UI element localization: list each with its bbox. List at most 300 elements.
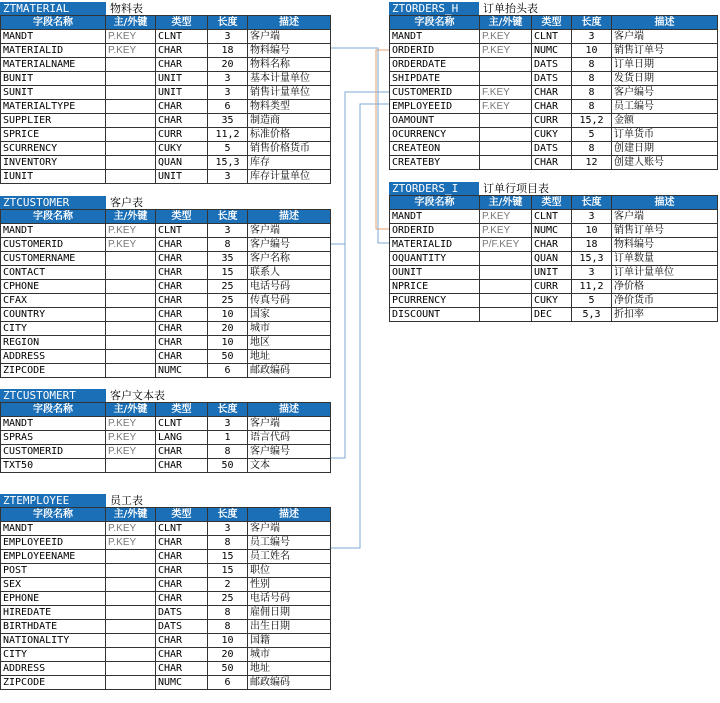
field-name: NPRICE bbox=[390, 280, 480, 294]
field-length: 5,3 bbox=[572, 308, 612, 322]
data-type: CLNT bbox=[532, 30, 572, 44]
table-row bbox=[390, 58, 718, 72]
table-row bbox=[390, 238, 718, 252]
data-type: QUAN bbox=[532, 252, 572, 266]
field-length: 3 bbox=[572, 266, 612, 280]
table-row bbox=[1, 445, 331, 459]
table-row bbox=[1, 459, 331, 473]
field-length: 15 bbox=[208, 564, 248, 578]
key-type bbox=[106, 114, 156, 128]
data-type: DATS bbox=[532, 72, 572, 86]
column-header: 长度 bbox=[208, 403, 248, 417]
field-length: 3 bbox=[208, 30, 248, 44]
key-type bbox=[480, 128, 532, 142]
table-row bbox=[390, 224, 718, 238]
field-table bbox=[0, 209, 331, 378]
field-name: MATERIALID bbox=[390, 238, 480, 252]
column-header: 类型 bbox=[532, 196, 572, 210]
field-length: 15 bbox=[208, 550, 248, 564]
field-length: 3 bbox=[572, 210, 612, 224]
field-length: 1 bbox=[208, 431, 248, 445]
field-length: 3 bbox=[208, 417, 248, 431]
field-desc: 物料编号 bbox=[612, 238, 718, 252]
key-type bbox=[480, 142, 532, 156]
field-length: 20 bbox=[208, 58, 248, 72]
key-type: P.KEY bbox=[106, 224, 156, 238]
field-name: POST bbox=[1, 564, 106, 578]
data-type: CURR bbox=[532, 114, 572, 128]
data-type: DEC bbox=[532, 308, 572, 322]
key-type bbox=[106, 170, 156, 184]
field-name: EMPLOYEEID bbox=[1, 536, 106, 550]
field-name: SPRAS bbox=[1, 431, 106, 445]
key-type: P.KEY bbox=[480, 224, 532, 238]
field-name: BUNIT bbox=[1, 72, 106, 86]
field-length: 5 bbox=[208, 142, 248, 156]
field-desc: 销售订单号 bbox=[612, 224, 718, 238]
table-row bbox=[1, 224, 331, 238]
table-row bbox=[1, 350, 331, 364]
table-row bbox=[1, 606, 331, 620]
column-header: 描述 bbox=[612, 196, 718, 210]
field-desc: 客户端 bbox=[248, 522, 331, 536]
key-type: P/F.KEY bbox=[480, 238, 532, 252]
data-type: CHAR bbox=[156, 280, 208, 294]
field-name: ORDERID bbox=[390, 44, 480, 58]
key-type bbox=[106, 592, 156, 606]
table-row bbox=[1, 128, 331, 142]
data-type: NUMC bbox=[156, 364, 208, 378]
table-name: ZTORDERS_H bbox=[389, 2, 479, 16]
field-length: 3 bbox=[208, 72, 248, 86]
key-type bbox=[106, 72, 156, 86]
field-length: 18 bbox=[572, 238, 612, 252]
field-length: 15,3 bbox=[572, 252, 612, 266]
field-length: 8 bbox=[572, 72, 612, 86]
field-desc: 订单日期 bbox=[612, 58, 718, 72]
key-type bbox=[480, 156, 532, 170]
table-row bbox=[1, 662, 331, 676]
table-description: 员工表 bbox=[110, 494, 143, 507]
table-row bbox=[1, 86, 331, 100]
field-desc: 邮政编码 bbox=[248, 676, 331, 690]
table-row bbox=[1, 30, 331, 44]
field-desc: 库存计量单位 bbox=[248, 170, 331, 184]
field-desc: 城市 bbox=[248, 322, 331, 336]
field-length: 20 bbox=[208, 322, 248, 336]
field-name: SPRICE bbox=[1, 128, 106, 142]
field-name: ORDERDATE bbox=[390, 58, 480, 72]
data-type: CHAR bbox=[532, 86, 572, 100]
key-type bbox=[106, 252, 156, 266]
key-type bbox=[480, 58, 532, 72]
field-name: COUNTRY bbox=[1, 308, 106, 322]
table-row bbox=[1, 280, 331, 294]
column-header: 主/外键 bbox=[480, 196, 532, 210]
table-row bbox=[1, 417, 331, 431]
field-desc: 客户名称 bbox=[248, 252, 331, 266]
key-type bbox=[106, 606, 156, 620]
data-type: CHAR bbox=[532, 156, 572, 170]
field-name: ADDRESS bbox=[1, 662, 106, 676]
field-desc: 销售价格货币 bbox=[248, 142, 331, 156]
table-row bbox=[390, 210, 718, 224]
field-length: 50 bbox=[208, 350, 248, 364]
key-type: P.KEY bbox=[106, 536, 156, 550]
column-header: 字段名称 bbox=[1, 403, 106, 417]
table-row bbox=[1, 648, 331, 662]
key-type bbox=[480, 266, 532, 280]
field-desc: 语言代码 bbox=[248, 431, 331, 445]
field-length: 11,2 bbox=[572, 280, 612, 294]
field-length: 15 bbox=[208, 266, 248, 280]
table-row bbox=[390, 72, 718, 86]
field-table bbox=[389, 15, 718, 170]
key-type bbox=[106, 128, 156, 142]
key-type bbox=[106, 578, 156, 592]
field-desc: 性别 bbox=[248, 578, 331, 592]
key-type bbox=[106, 86, 156, 100]
field-name: CUSTOMERID bbox=[390, 86, 480, 100]
data-type: CHAR bbox=[156, 564, 208, 578]
field-name: INVENTORY bbox=[1, 156, 106, 170]
column-header: 长度 bbox=[572, 196, 612, 210]
data-type: CHAR bbox=[156, 336, 208, 350]
column-header: 长度 bbox=[208, 16, 248, 30]
field-length: 6 bbox=[208, 676, 248, 690]
key-type bbox=[480, 280, 532, 294]
field-table bbox=[389, 195, 718, 322]
data-type: CUKY bbox=[532, 128, 572, 142]
field-length: 10 bbox=[208, 336, 248, 350]
field-desc: 地址 bbox=[248, 662, 331, 676]
field-desc: 客户端 bbox=[612, 30, 718, 44]
field-length: 25 bbox=[208, 280, 248, 294]
field-length: 10 bbox=[208, 308, 248, 322]
field-name: SUPPLIER bbox=[1, 114, 106, 128]
key-type bbox=[106, 550, 156, 564]
data-type: CHAR bbox=[156, 294, 208, 308]
table-row bbox=[1, 676, 331, 690]
field-length: 3 bbox=[572, 30, 612, 44]
data-type: NUMC bbox=[532, 44, 572, 58]
field-name: TXT50 bbox=[1, 459, 106, 473]
data-type: CHAR bbox=[156, 445, 208, 459]
field-desc: 标准价格 bbox=[248, 128, 331, 142]
field-name: ZIPCODE bbox=[1, 364, 106, 378]
data-type: DATS bbox=[156, 620, 208, 634]
data-type: CHAR bbox=[156, 308, 208, 322]
field-name: MATERIALNAME bbox=[1, 58, 106, 72]
link-customer bbox=[330, 92, 370, 244]
table-row bbox=[1, 266, 331, 280]
key-type bbox=[106, 156, 156, 170]
field-desc: 客户编号 bbox=[248, 238, 331, 252]
field-name: MANDT bbox=[1, 30, 106, 44]
table-row bbox=[1, 72, 331, 86]
field-name: MANDT bbox=[1, 224, 106, 238]
field-desc: 客户端 bbox=[248, 224, 331, 238]
data-type: CHAR bbox=[156, 578, 208, 592]
field-desc: 物料名称 bbox=[248, 58, 331, 72]
field-table bbox=[0, 402, 331, 473]
column-header: 字段名称 bbox=[390, 196, 480, 210]
key-type: P.KEY bbox=[106, 30, 156, 44]
field-desc: 文本 bbox=[248, 459, 331, 473]
data-type: CLNT bbox=[156, 224, 208, 238]
table-row bbox=[1, 522, 331, 536]
field-desc: 传真号码 bbox=[248, 294, 331, 308]
table-row bbox=[1, 364, 331, 378]
link-customert bbox=[330, 244, 345, 458]
data-type: CLNT bbox=[156, 417, 208, 431]
table-row bbox=[1, 156, 331, 170]
field-length: 10 bbox=[208, 634, 248, 648]
field-length: 5 bbox=[572, 294, 612, 308]
field-name: SUNIT bbox=[1, 86, 106, 100]
data-type: CHAR bbox=[156, 350, 208, 364]
column-header: 描述 bbox=[248, 508, 331, 522]
field-length: 6 bbox=[208, 364, 248, 378]
table-row bbox=[390, 280, 718, 294]
table-row bbox=[1, 634, 331, 648]
column-header: 长度 bbox=[572, 16, 612, 30]
field-name: CONTACT bbox=[1, 266, 106, 280]
field-desc: 员工编号 bbox=[612, 100, 718, 114]
key-type bbox=[106, 350, 156, 364]
data-type: CHAR bbox=[156, 58, 208, 72]
field-length: 10 bbox=[572, 224, 612, 238]
table-row bbox=[390, 30, 718, 44]
field-length: 8 bbox=[208, 620, 248, 634]
table-row bbox=[1, 114, 331, 128]
field-desc: 城市 bbox=[248, 648, 331, 662]
table-row bbox=[390, 86, 718, 100]
field-desc: 销售订单号 bbox=[612, 44, 718, 58]
header-row bbox=[390, 196, 718, 210]
table-description: 物料表 bbox=[110, 2, 143, 15]
field-table bbox=[0, 507, 331, 690]
field-name: CUSTOMERID bbox=[1, 238, 106, 252]
field-desc: 邮政编码 bbox=[248, 364, 331, 378]
field-length: 5 bbox=[572, 128, 612, 142]
field-desc: 销售计量单位 bbox=[248, 86, 331, 100]
field-name: MATERIALID bbox=[1, 44, 106, 58]
data-type: CHAR bbox=[156, 322, 208, 336]
key-type: P.KEY bbox=[480, 30, 532, 44]
key-type bbox=[106, 100, 156, 114]
field-length: 20 bbox=[208, 648, 248, 662]
field-name: CUSTOMERNAME bbox=[1, 252, 106, 266]
data-type: CHAR bbox=[156, 536, 208, 550]
field-name: OAMOUNT bbox=[390, 114, 480, 128]
field-length: 35 bbox=[208, 114, 248, 128]
field-length: 3 bbox=[208, 170, 248, 184]
column-header: 类型 bbox=[156, 16, 208, 30]
field-desc: 国家 bbox=[248, 308, 331, 322]
key-type: F.KEY bbox=[480, 100, 532, 114]
field-name: OCURRENCY bbox=[390, 128, 480, 142]
column-header: 字段名称 bbox=[1, 16, 106, 30]
table-description: 订单抬头表 bbox=[483, 2, 538, 15]
field-name: EMPLOYEEID bbox=[390, 100, 480, 114]
column-header: 类型 bbox=[532, 16, 572, 30]
field-length: 25 bbox=[208, 294, 248, 308]
field-name: OQUANTITY bbox=[390, 252, 480, 266]
table-row bbox=[1, 322, 331, 336]
table-name: ZTORDERS_I bbox=[389, 182, 479, 196]
data-type: UNIT bbox=[156, 86, 208, 100]
key-type: P.KEY bbox=[106, 522, 156, 536]
key-type: P.KEY bbox=[480, 44, 532, 58]
field-length: 15,3 bbox=[208, 156, 248, 170]
data-type: CHAR bbox=[156, 266, 208, 280]
field-desc: 物料类型 bbox=[248, 100, 331, 114]
field-name: CPHONE bbox=[1, 280, 106, 294]
data-type: CHAR bbox=[156, 592, 208, 606]
field-length: 3 bbox=[208, 224, 248, 238]
field-desc: 创建人账号 bbox=[612, 156, 718, 170]
table-row bbox=[1, 536, 331, 550]
field-length: 12 bbox=[572, 156, 612, 170]
field-desc: 员工姓名 bbox=[248, 550, 331, 564]
table-row bbox=[1, 308, 331, 322]
field-length: 35 bbox=[208, 252, 248, 266]
field-table bbox=[0, 15, 331, 184]
table-row bbox=[390, 294, 718, 308]
field-name: ADDRESS bbox=[1, 350, 106, 364]
field-name: ORDERID bbox=[390, 224, 480, 238]
table-name: ZTCUSTOMERT bbox=[0, 389, 106, 403]
table-row bbox=[1, 336, 331, 350]
data-type: CHAR bbox=[156, 648, 208, 662]
header-row bbox=[1, 210, 331, 224]
header-row bbox=[390, 16, 718, 30]
data-type: DATS bbox=[532, 58, 572, 72]
link-employee bbox=[330, 104, 390, 548]
field-name: PCURRENCY bbox=[390, 294, 480, 308]
data-type: UNIT bbox=[156, 72, 208, 86]
field-name: BIRTHDATE bbox=[1, 620, 106, 634]
key-type bbox=[106, 336, 156, 350]
table-row bbox=[390, 142, 718, 156]
field-length: 2 bbox=[208, 578, 248, 592]
key-type bbox=[106, 676, 156, 690]
data-type: UNIT bbox=[156, 170, 208, 184]
field-length: 8 bbox=[208, 445, 248, 459]
table-name: ZTCUSTOMER bbox=[0, 196, 106, 210]
field-length: 11,2 bbox=[208, 128, 248, 142]
data-type: CHAR bbox=[532, 238, 572, 252]
field-length: 10 bbox=[572, 44, 612, 58]
field-name: EPHONE bbox=[1, 592, 106, 606]
table-row bbox=[1, 578, 331, 592]
field-name: ZIPCODE bbox=[1, 676, 106, 690]
field-desc: 雇佣日期 bbox=[248, 606, 331, 620]
field-name: MANDT bbox=[1, 522, 106, 536]
table-row bbox=[390, 114, 718, 128]
table-row bbox=[390, 44, 718, 58]
data-type: CHAR bbox=[156, 634, 208, 648]
key-type bbox=[106, 280, 156, 294]
field-length: 8 bbox=[572, 58, 612, 72]
field-desc: 地区 bbox=[248, 336, 331, 350]
field-desc: 出生日期 bbox=[248, 620, 331, 634]
table-row bbox=[1, 238, 331, 252]
field-desc: 订单数量 bbox=[612, 252, 718, 266]
column-header: 描述 bbox=[612, 16, 718, 30]
field-desc: 客户编号 bbox=[612, 86, 718, 100]
key-type: P.KEY bbox=[106, 445, 156, 459]
table-row bbox=[390, 252, 718, 266]
field-name: HIREDATE bbox=[1, 606, 106, 620]
column-header: 主/外键 bbox=[106, 403, 156, 417]
field-desc: 净价格 bbox=[612, 280, 718, 294]
key-type bbox=[106, 308, 156, 322]
field-desc: 基本计量单位 bbox=[248, 72, 331, 86]
field-length: 50 bbox=[208, 459, 248, 473]
table-row bbox=[1, 142, 331, 156]
field-name: CFAX bbox=[1, 294, 106, 308]
key-type bbox=[480, 294, 532, 308]
field-desc: 职位 bbox=[248, 564, 331, 578]
data-type: CHAR bbox=[156, 662, 208, 676]
field-desc: 订单计量单位 bbox=[612, 266, 718, 280]
field-name: MATERIALTYPE bbox=[1, 100, 106, 114]
key-type bbox=[106, 322, 156, 336]
field-desc: 发货日期 bbox=[612, 72, 718, 86]
table-row bbox=[1, 564, 331, 578]
table-row bbox=[1, 100, 331, 114]
key-type bbox=[106, 459, 156, 473]
field-name: IUNIT bbox=[1, 170, 106, 184]
key-type bbox=[106, 648, 156, 662]
field-name: DISCOUNT bbox=[390, 308, 480, 322]
column-header: 字段名称 bbox=[390, 16, 480, 30]
data-type: CHAR bbox=[156, 459, 208, 473]
table-row bbox=[1, 620, 331, 634]
key-type bbox=[480, 72, 532, 86]
data-type: CURR bbox=[532, 280, 572, 294]
column-header: 主/外键 bbox=[106, 508, 156, 522]
field-length: 3 bbox=[208, 86, 248, 100]
key-type bbox=[106, 294, 156, 308]
field-desc: 客户端 bbox=[248, 30, 331, 44]
column-header: 主/外键 bbox=[106, 16, 156, 30]
data-type: CHAR bbox=[156, 100, 208, 114]
field-desc: 净价货币 bbox=[612, 294, 718, 308]
field-name: REGION bbox=[1, 336, 106, 350]
data-type: CHAR bbox=[532, 100, 572, 114]
table-row bbox=[390, 266, 718, 280]
field-length: 8 bbox=[572, 86, 612, 100]
key-type: P.KEY bbox=[106, 44, 156, 58]
key-type bbox=[480, 308, 532, 322]
data-type: NUMC bbox=[532, 224, 572, 238]
column-header: 描述 bbox=[248, 210, 331, 224]
field-length: 8 bbox=[572, 142, 612, 156]
field-name: CITY bbox=[1, 322, 106, 336]
field-name: CREATEON bbox=[390, 142, 480, 156]
key-type bbox=[480, 252, 532, 266]
field-desc: 员工编号 bbox=[248, 536, 331, 550]
table-name: ZTMATERIAL bbox=[0, 2, 106, 16]
data-type: CHAR bbox=[156, 550, 208, 564]
field-name: SEX bbox=[1, 578, 106, 592]
table-row bbox=[390, 100, 718, 114]
data-type: DATS bbox=[532, 142, 572, 156]
field-name: MANDT bbox=[1, 417, 106, 431]
